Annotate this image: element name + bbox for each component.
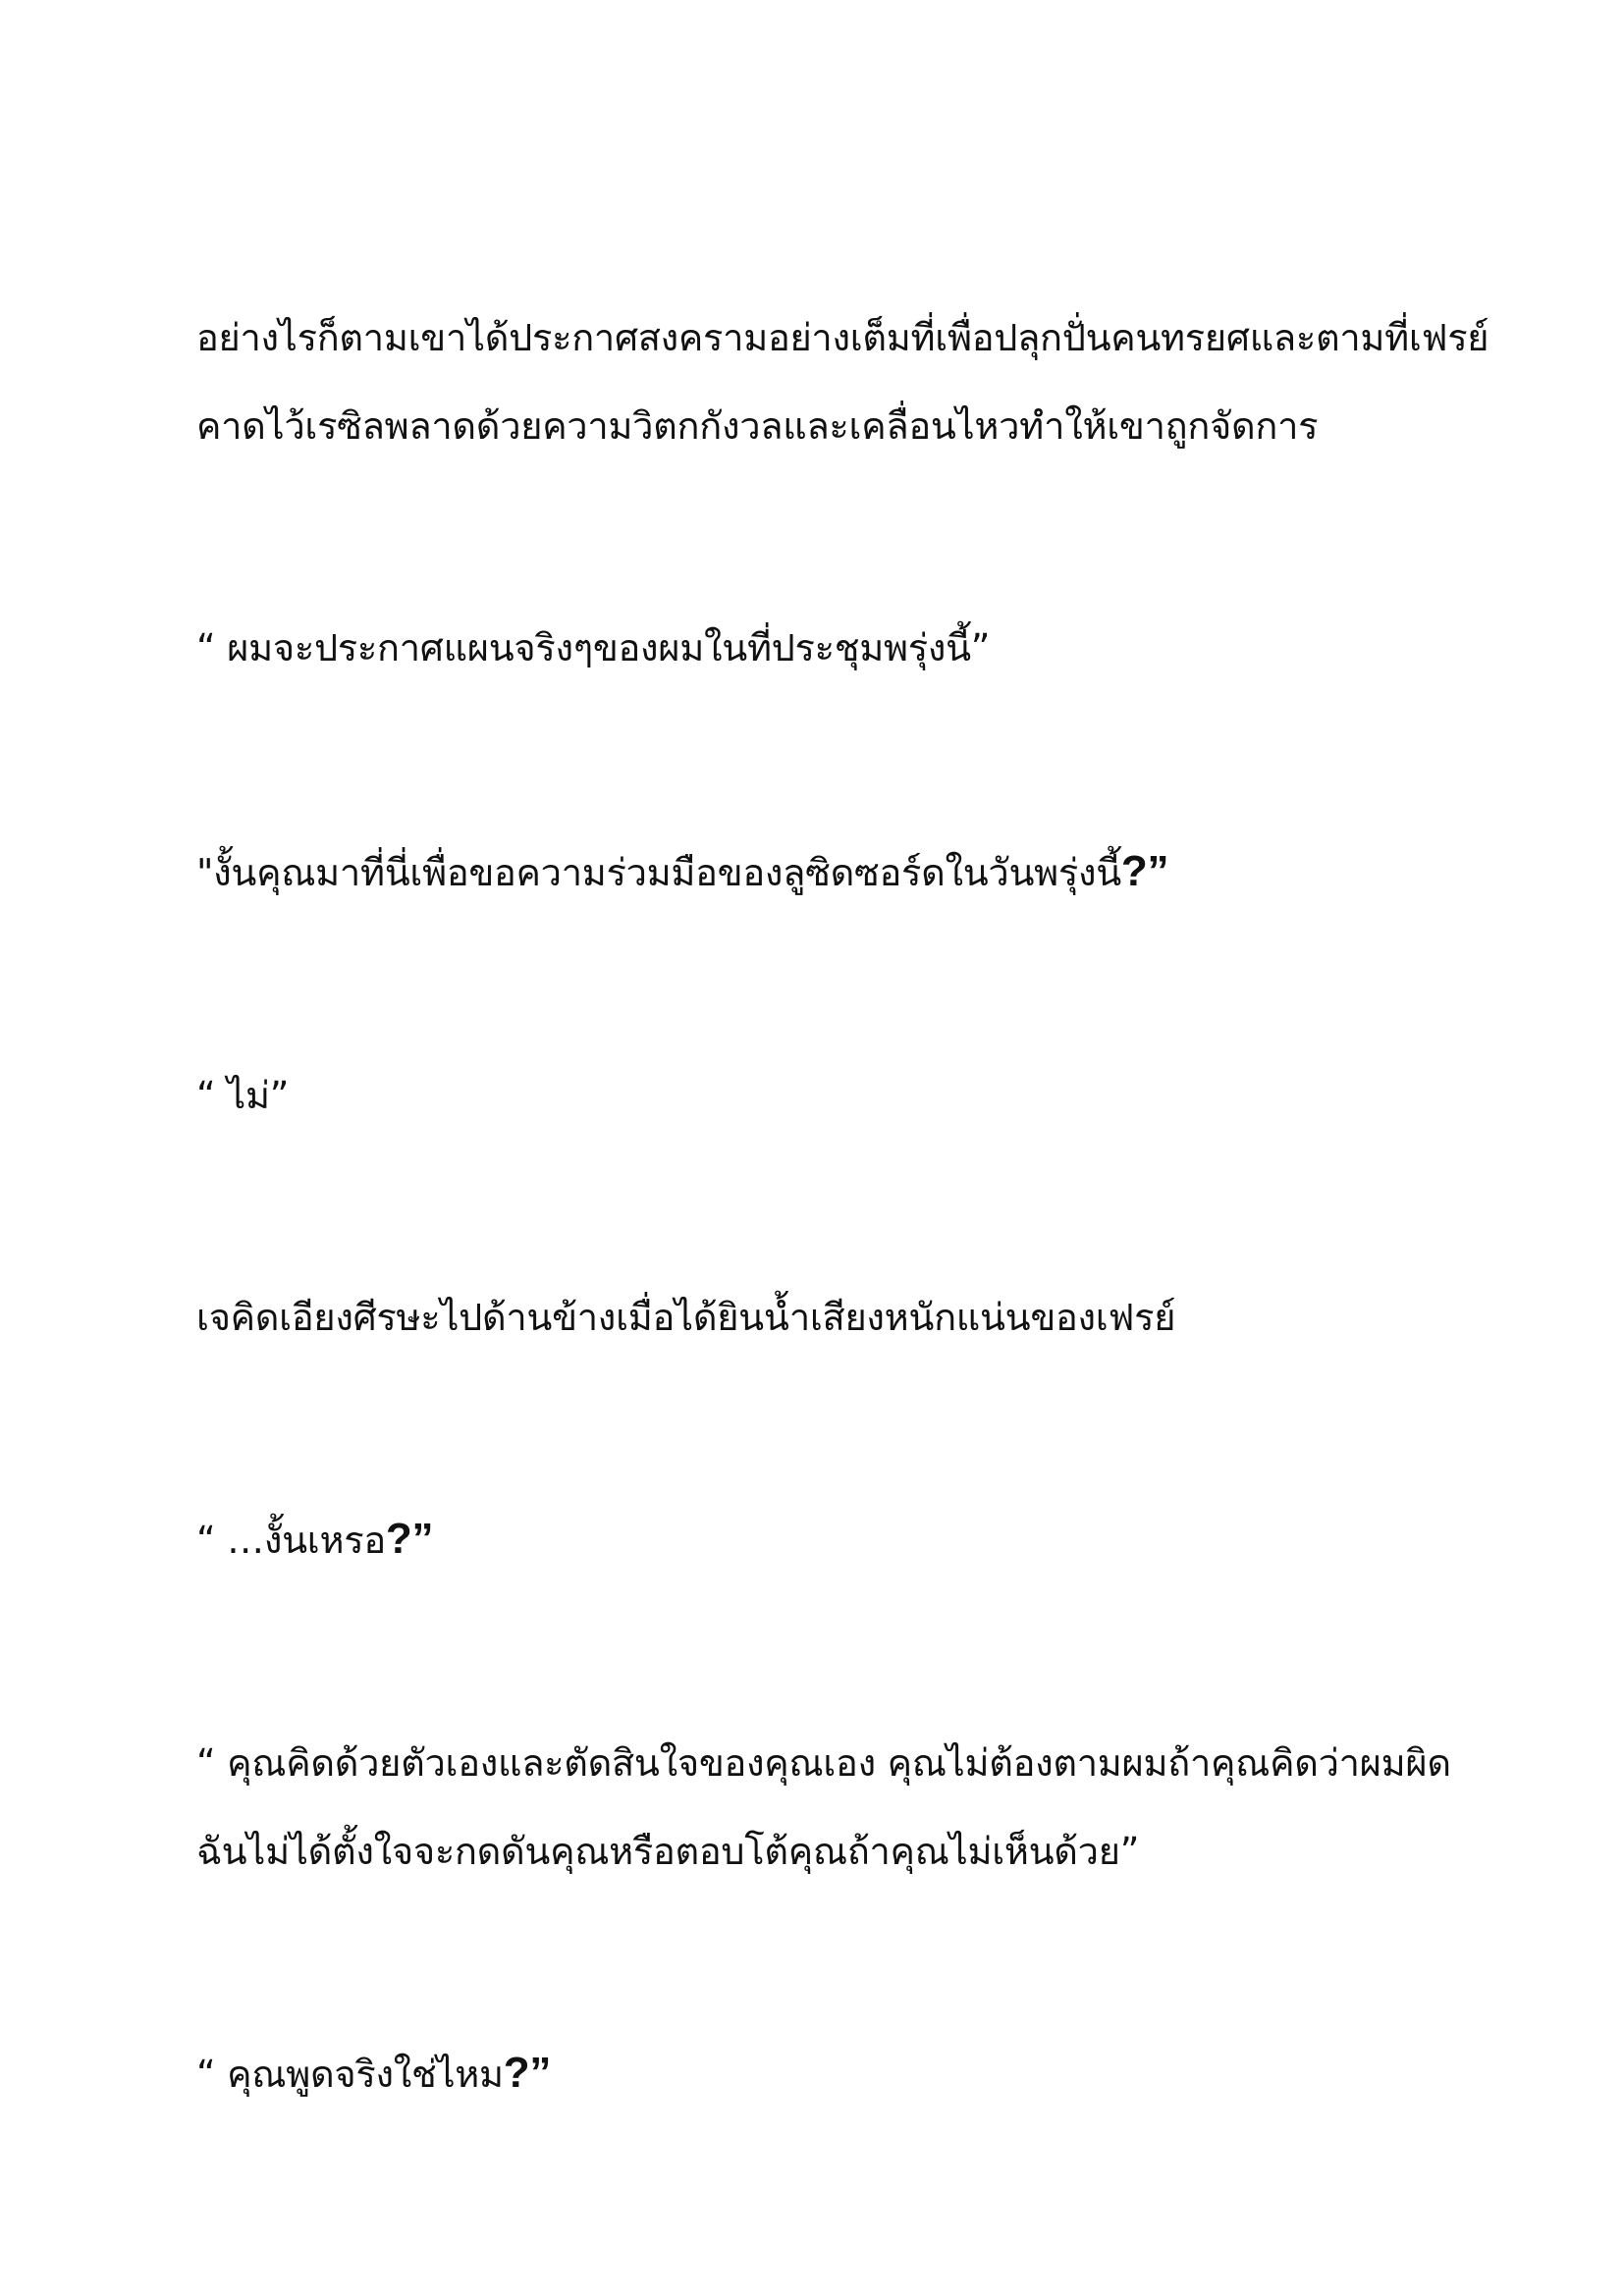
- dialogue-line: [196, 846, 1168, 898]
- question-mark: ?”: [385, 1515, 434, 1563]
- paragraph-line: คาดไว้เรซิลพลาดด้วยความวิตกกังวลและเคลื่อนไหวทำให้เขาถูกจัดการ: [196, 404, 1319, 448]
- paragraph-line: อย่างไรก็ตามเขาได้ประกาศสงครามอย่างเต็มที่เพื่อปลุกปั่นคนทรยศและตามที่เฟรย์: [196, 316, 1489, 359]
- dialogue-line: “ ผมจะประกาศแผนจริงๆของผมในที่ประชุมพรุ่งนี้”: [196, 626, 991, 669]
- dialogue-line: [196, 1514, 433, 1566]
- question-mark: ?”: [1120, 847, 1169, 895]
- dialogue-text: "งั้นคุณมาที่นี่เพื่อขอความร่วมมือของลูซิดซอร์ดในวันพรุ่งนี้: [196, 851, 1121, 894]
- paragraph-line: เจคิดเอียงศีรษะไปด้านข้างเมื่อได้ยินน้ำเสียงหนักแน่นของเฟรย์: [196, 1296, 1176, 1339]
- dialogue-text: “ คุณพูดจริงใช่ไหม: [196, 2053, 504, 2096]
- dialogue-text: “ …งั้นเหรอ: [196, 1519, 386, 1562]
- dialogue-line: “ ไม่”: [196, 1074, 290, 1117]
- dialogue-line: “ คุณคิดด้วยตัวเองและตัดสินใจของคุณเอง คุณไม่ต้องตามผมถ้าคุณคิดว่าผมผิด: [196, 1741, 1451, 1785]
- dialogue-line: ฉันไม่ได้ตั้งใจจะกดดันคุณหรือตอบโต้คุณถ้าคุณไม่เห็นด้วย”: [196, 1830, 1140, 1873]
- dialogue-line: [196, 2048, 551, 2100]
- question-mark: ?”: [503, 2049, 552, 2097]
